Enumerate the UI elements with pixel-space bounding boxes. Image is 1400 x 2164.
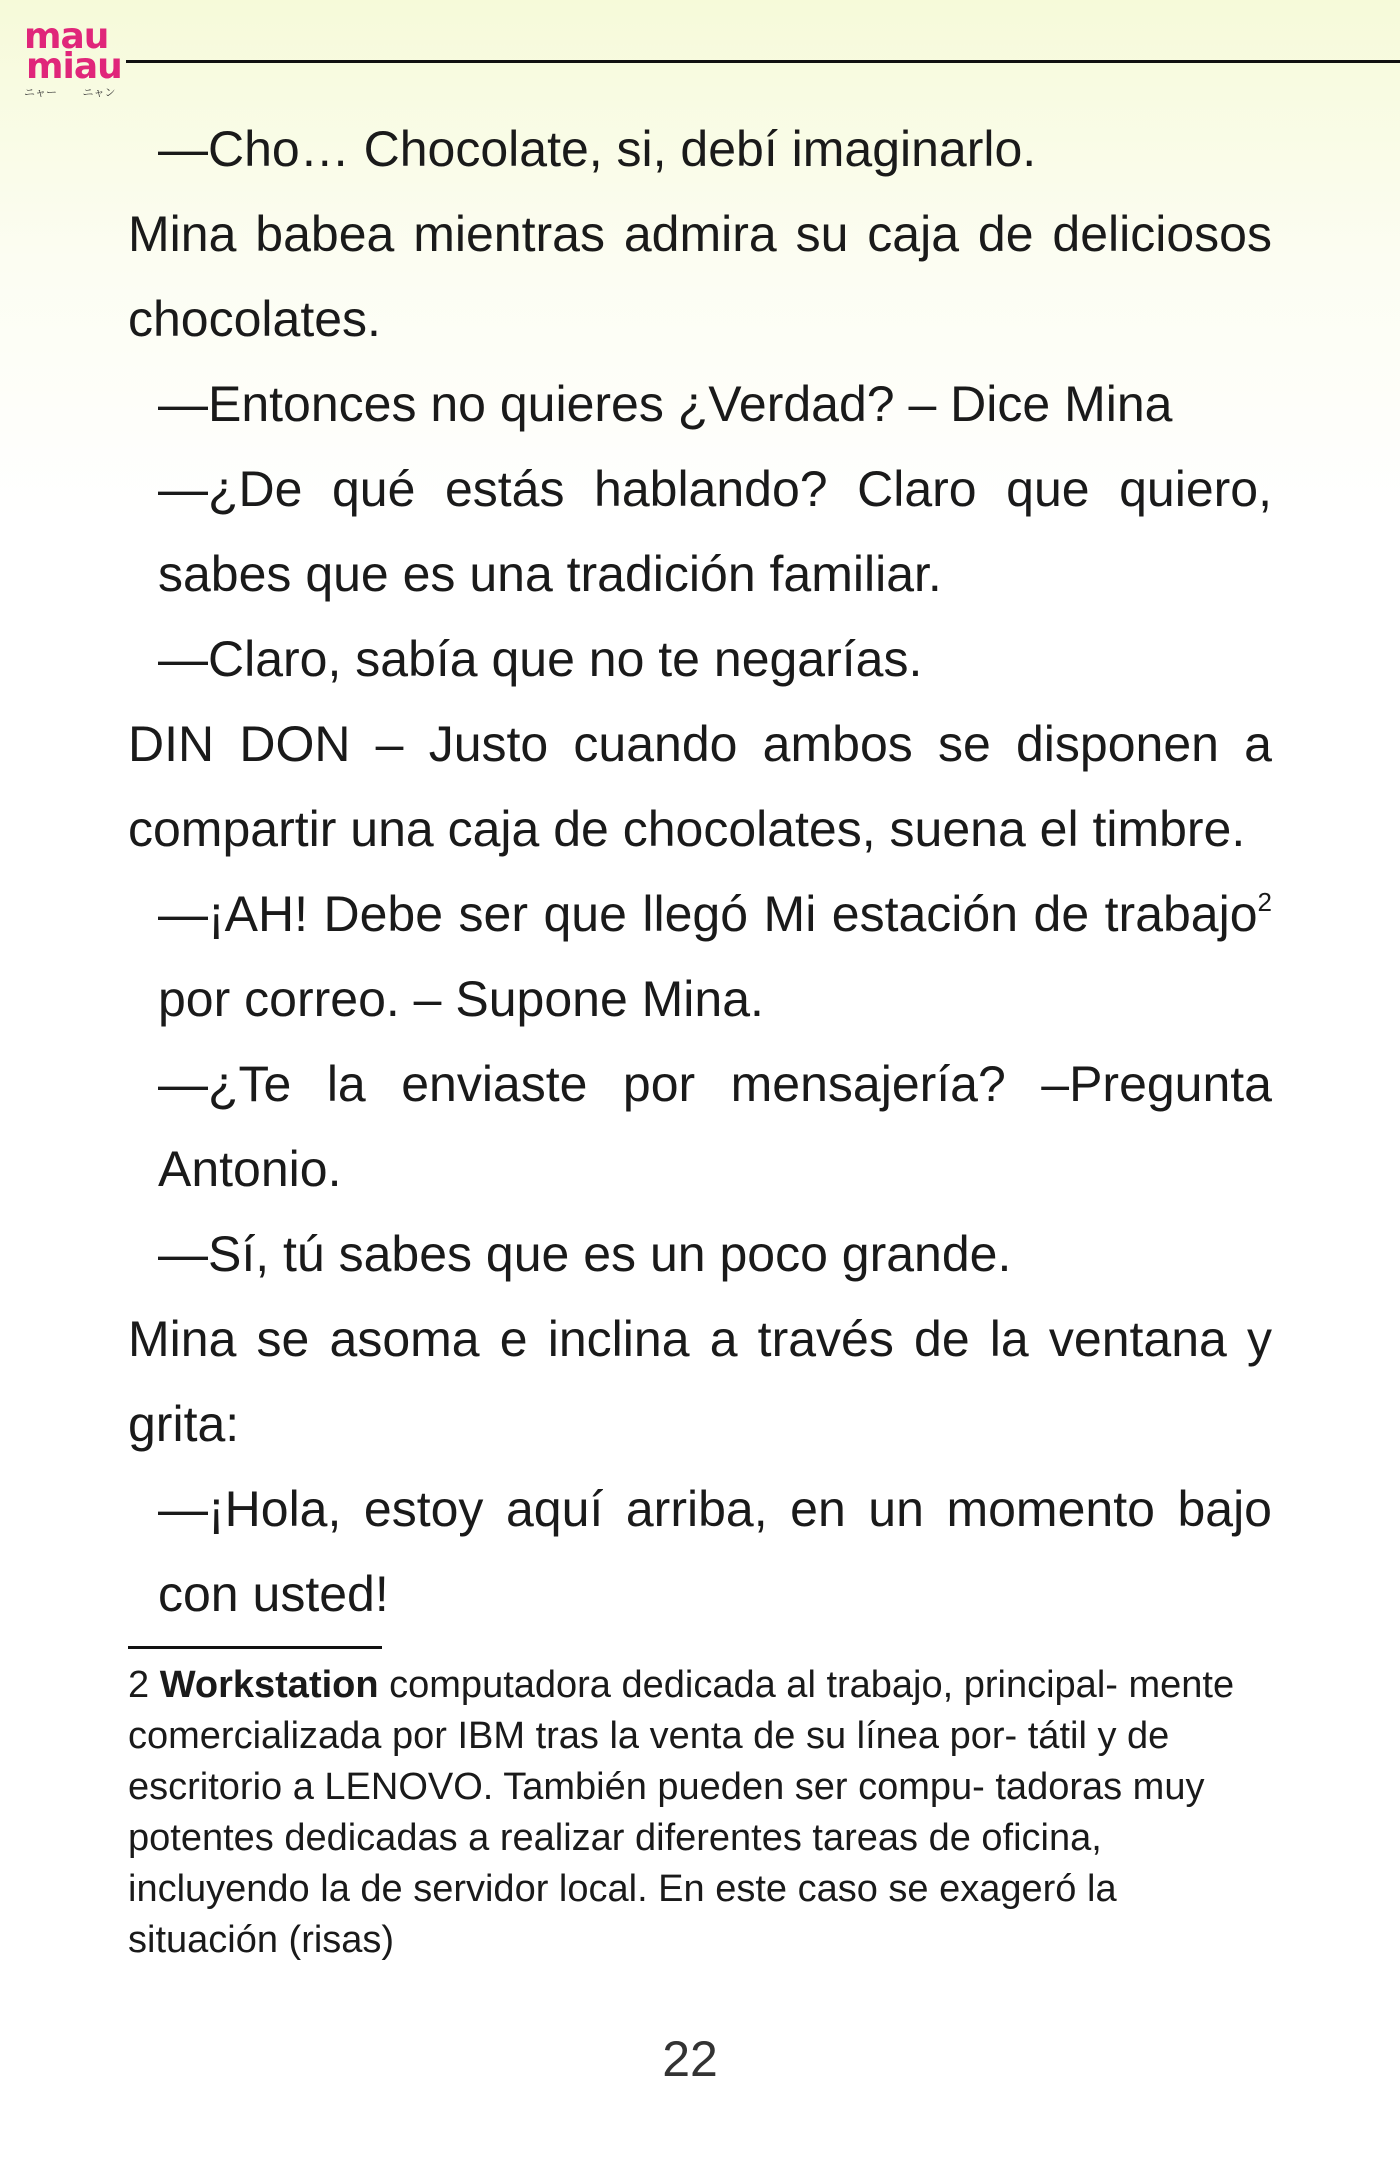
dialogue-paragraph	[128, 617, 1272, 702]
text-line: —Cho… Chocolate, si, debí imaginarlo.	[158, 121, 1037, 177]
narration-paragraph	[128, 192, 1272, 362]
dialogue-paragraph	[128, 872, 1272, 1042]
dialogue-paragraph	[128, 107, 1272, 192]
text-line: —¿Te la enviaste por mensajería? –Pregunta	[158, 1056, 1272, 1112]
page-body	[128, 107, 1272, 1637]
narration-paragraph	[128, 702, 1272, 872]
text-line: —¡AH! Debe ser que llegó Mi estación de trabajo$^2$	[158, 886, 1272, 942]
footnote-rule	[128, 1646, 382, 1649]
text-line: chocolates.	[128, 291, 381, 347]
page-number: 22	[662, 2031, 718, 2087]
text-line: con usted!	[158, 1566, 389, 1622]
footnote	[128, 1660, 1258, 1966]
text-line: Antonio.	[158, 1141, 342, 1197]
text-line: —Entonces no quieres ¿Verdad? – Dice Mina	[158, 376, 1173, 432]
text-line: sabes que es una tradición familiar.	[158, 546, 942, 602]
text-line: grita:	[128, 1396, 240, 1452]
text-line: —¿De qué estás hablando? Claro que quiero,	[158, 461, 1272, 517]
publisher-logo	[24, 16, 134, 100]
text-line: DIN DON – Justo cuando ambos se disponen a	[128, 716, 1272, 772]
dialogue-paragraph	[128, 447, 1272, 617]
text-line: por correo. – Supone Mina.	[158, 971, 764, 1027]
text-line: —¡Hola, estoy aquí arriba, en un momento bajo	[158, 1481, 1272, 1537]
text-line: Mina se asoma e inclina a través de la ventana y	[128, 1311, 1272, 1367]
text-line: —Sí, tú sabes que es un poco grande.	[158, 1226, 1012, 1282]
footnote-term: Workstation	[159, 1664, 379, 1706]
footnote-text: computadora dedicada al trabajo, principal- mente comercializada por IBM tras la venta de su línea por- tátil y de escritorio a LENOVO. También pueden ser compu- tadoras muy potentes dedicadas a realizar diferentes tareas de oficina, incluyendo la de servidor local. En este caso se exageró la situación (risas)	[128, 1664, 1235, 1961]
text-line: compartir una caja de chocolates, suena el timbre.	[128, 801, 1246, 857]
logo-line-2: miau	[26, 46, 122, 87]
footnote-number: 2	[128, 1664, 150, 1706]
footnote-marker: 2	[1257, 887, 1272, 917]
logo-line-1: mau	[24, 16, 109, 57]
dialogue-paragraph	[128, 1042, 1272, 1212]
text-line: —Claro, sabía que no te negarías.	[158, 631, 923, 687]
logo-subtitle: ニャー ニャン	[24, 86, 116, 99]
dialogue-paragraph	[128, 362, 1272, 447]
narration-paragraph	[128, 1297, 1272, 1467]
dialogue-paragraph	[128, 1467, 1272, 1637]
dialogue-paragraph	[128, 1212, 1272, 1297]
header-rule	[126, 60, 1400, 63]
text-line: Mina babea mientras admira su caja de deliciosos	[128, 206, 1272, 262]
